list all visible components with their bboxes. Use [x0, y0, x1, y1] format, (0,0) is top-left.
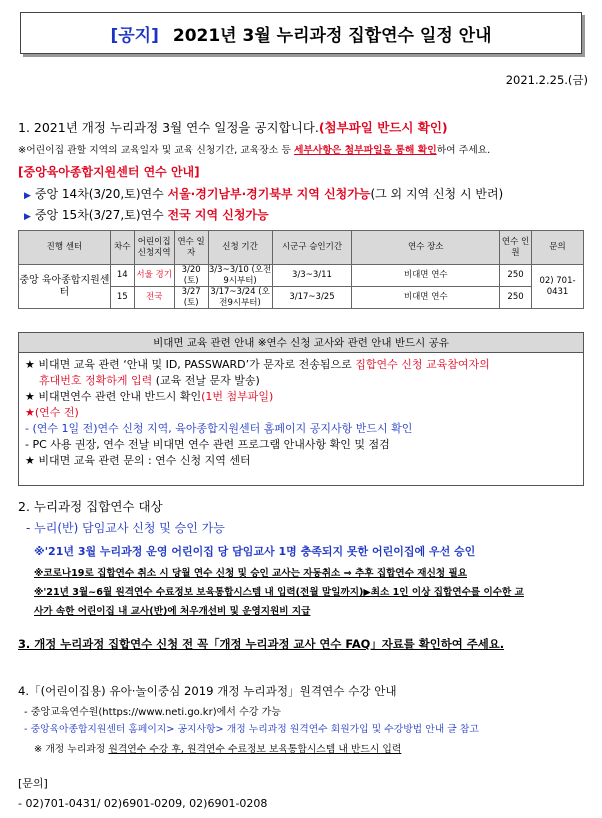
apply-cell: 3/17~3/24 (오전9시부터): [208, 287, 272, 309]
col-header: 진행 센터: [19, 231, 111, 265]
section4-line: ※ 개정 누리과정 원격연수 수강 후, 원격연수 수료정보 보육통합시스템 내 반드시 입력: [34, 744, 402, 755]
col-header: 연수 인원: [500, 231, 532, 265]
section4-line: - 중앙육아종합지원센터 홈페이지> 공지사항> 개정 누리과정 원격연수 회원가입 및 수강방법 안내 글 참고: [24, 724, 479, 735]
section2-line: ※코로나19로 집합연수 취소 시 당월 연수 신청 및 승인 교사는 자동취소 ⇒ 추후 집합연수 재신청 필요: [34, 568, 467, 579]
col-header: 신청 기간: [208, 231, 272, 265]
col-header: 차수: [110, 231, 134, 265]
section2-line: ※'21년 3월~6월 원격연수 수료정보 보육통합시스템 내 입력(전월 말일까지)▶최소 1인 이상 집합연수를 이수한 교: [34, 587, 524, 598]
count-cell: 250: [500, 287, 532, 309]
section3-heading: 3. 개정 누리과정 집합연수 신청 전 꼭「개정 누리과정 교사 연수 FAQ」자료를 확인하여 주세요.: [18, 637, 505, 651]
triangle-icon: ▶: [24, 191, 31, 201]
section2-line: - 누리(반) 담임교사 신청 및 승인 가능: [26, 521, 225, 535]
section2-heading: 2. 누리과정 집합연수 대상: [18, 499, 163, 514]
center-cell: 중앙 육아종합지원센터: [19, 265, 111, 309]
section2-line: ※'21년 3월 누리과정 운영 어린이집 당 담임교사 1명 충족되지 못한 어린이집에 우선 승인: [34, 545, 476, 558]
notice-tag: [공지]: [110, 25, 159, 46]
col-header: 시군구 승인기간: [272, 231, 352, 265]
section1-note: ※어린이집 관할 지역의 교육일자 및 교육 신청기간, 교육장소 등 세부사항은 첨부파일을 통해 확인하여 주세요.: [18, 145, 491, 156]
round-cell: 15: [110, 287, 134, 309]
page-title: 2021년 3월 누리과정 집합연수 일정 안내: [172, 25, 492, 46]
place-cell: 비대면 연수: [352, 287, 500, 309]
notice-line: 휴대번호 정확하게 입력 (교육 전날 문자 발송): [39, 374, 260, 387]
place-cell: 비대면 연수: [352, 265, 500, 287]
title-box: [20, 12, 582, 54]
triangle-icon: ▶: [24, 212, 31, 222]
col-header: 연수 장소: [352, 231, 500, 265]
date-cell: 3/27 (토): [174, 287, 208, 309]
notice-date: 2021.2.25.(금): [505, 73, 588, 87]
notice-line: ★ 비대면연수 관련 안내 반드시 확인(1번 첨부파일): [25, 390, 274, 403]
table-header-row: [19, 231, 584, 265]
center-title: [중앙육아종합지원센터 연수 안내]: [18, 165, 200, 179]
region-cell: 서울 경기: [134, 265, 174, 287]
inquiry-title: [문의]: [18, 777, 48, 790]
section2-line: 사가 속한 어린이집 내 교사(반)에 처우개선비 및 운영지원비 지급: [34, 606, 311, 617]
approve-cell: 3/3~3/11: [272, 265, 352, 287]
notice-line: ★ 비대면 교육 관련 ‘안내 및 ID, PASSWARD’가 문자로 전송됨으로 집합연수 신청 교육참여자의: [25, 358, 490, 371]
col-header: 문의: [532, 231, 584, 265]
round-cell: 14: [110, 265, 134, 287]
region-cell: 전국: [134, 287, 174, 309]
schedule-table: [18, 230, 584, 309]
approve-cell: 3/17~3/25: [272, 287, 352, 309]
section4-line: - 중앙교육연수원(https://www.neti.go.kr)에서 수강 가능: [24, 707, 281, 718]
notice-line: ★(연수 전): [25, 406, 79, 419]
bullet-round15: ▶ 중앙 15차(3/27,토)연수 전국 지역 신청가능: [24, 208, 269, 222]
bullet-round14: ▶ 중앙 14차(3/20,토)연수 서울·경기남부·경기북부 지역 신청가능(그 외 지역 신청 시 반려): [24, 187, 504, 201]
notice-box: [18, 332, 584, 486]
col-header: 연수 일자: [174, 231, 208, 265]
section1-heading: 1. 2021년 개정 누리과정 3월 연수 일정을 공지합니다.(첨부파일 반드시 확인): [18, 120, 448, 135]
table-row: [19, 265, 584, 287]
inquiry-phones: - 02)701-0431/ 02)6901-0209, 02)6901-0208: [18, 797, 268, 810]
apply-cell: 3/3~3/10 (오전9시부터): [208, 265, 272, 286]
count-cell: 250: [500, 265, 532, 287]
notice-header: 비대면 교육 관련 안내 ※연수 신청 교사와 관련 안내 반드시 공유: [19, 333, 583, 353]
notice-line: - PC 사용 권장, 연수 전날 비대면 연수 관련 프로그램 안내사항 확인 및 점검: [25, 438, 390, 451]
notice-line: - (연수 1일 전)연수 신청 지역, 육아종합지원센터 홈페이지 공지사항 반드시 확인: [25, 422, 413, 435]
notice-line: ★ 비대면 교육 관련 문의 : 연수 신청 지역 센터: [25, 454, 251, 467]
contact-cell: 02) 701-0431: [532, 265, 584, 309]
section4-heading: 4.「(어린이집용) 유아·놀이중심 2019 개정 누리과정」원격연수 수강 안내: [18, 684, 397, 698]
date-cell: 3/20 (토): [174, 265, 208, 287]
col-header: 어린이집 신청지역: [134, 231, 174, 265]
